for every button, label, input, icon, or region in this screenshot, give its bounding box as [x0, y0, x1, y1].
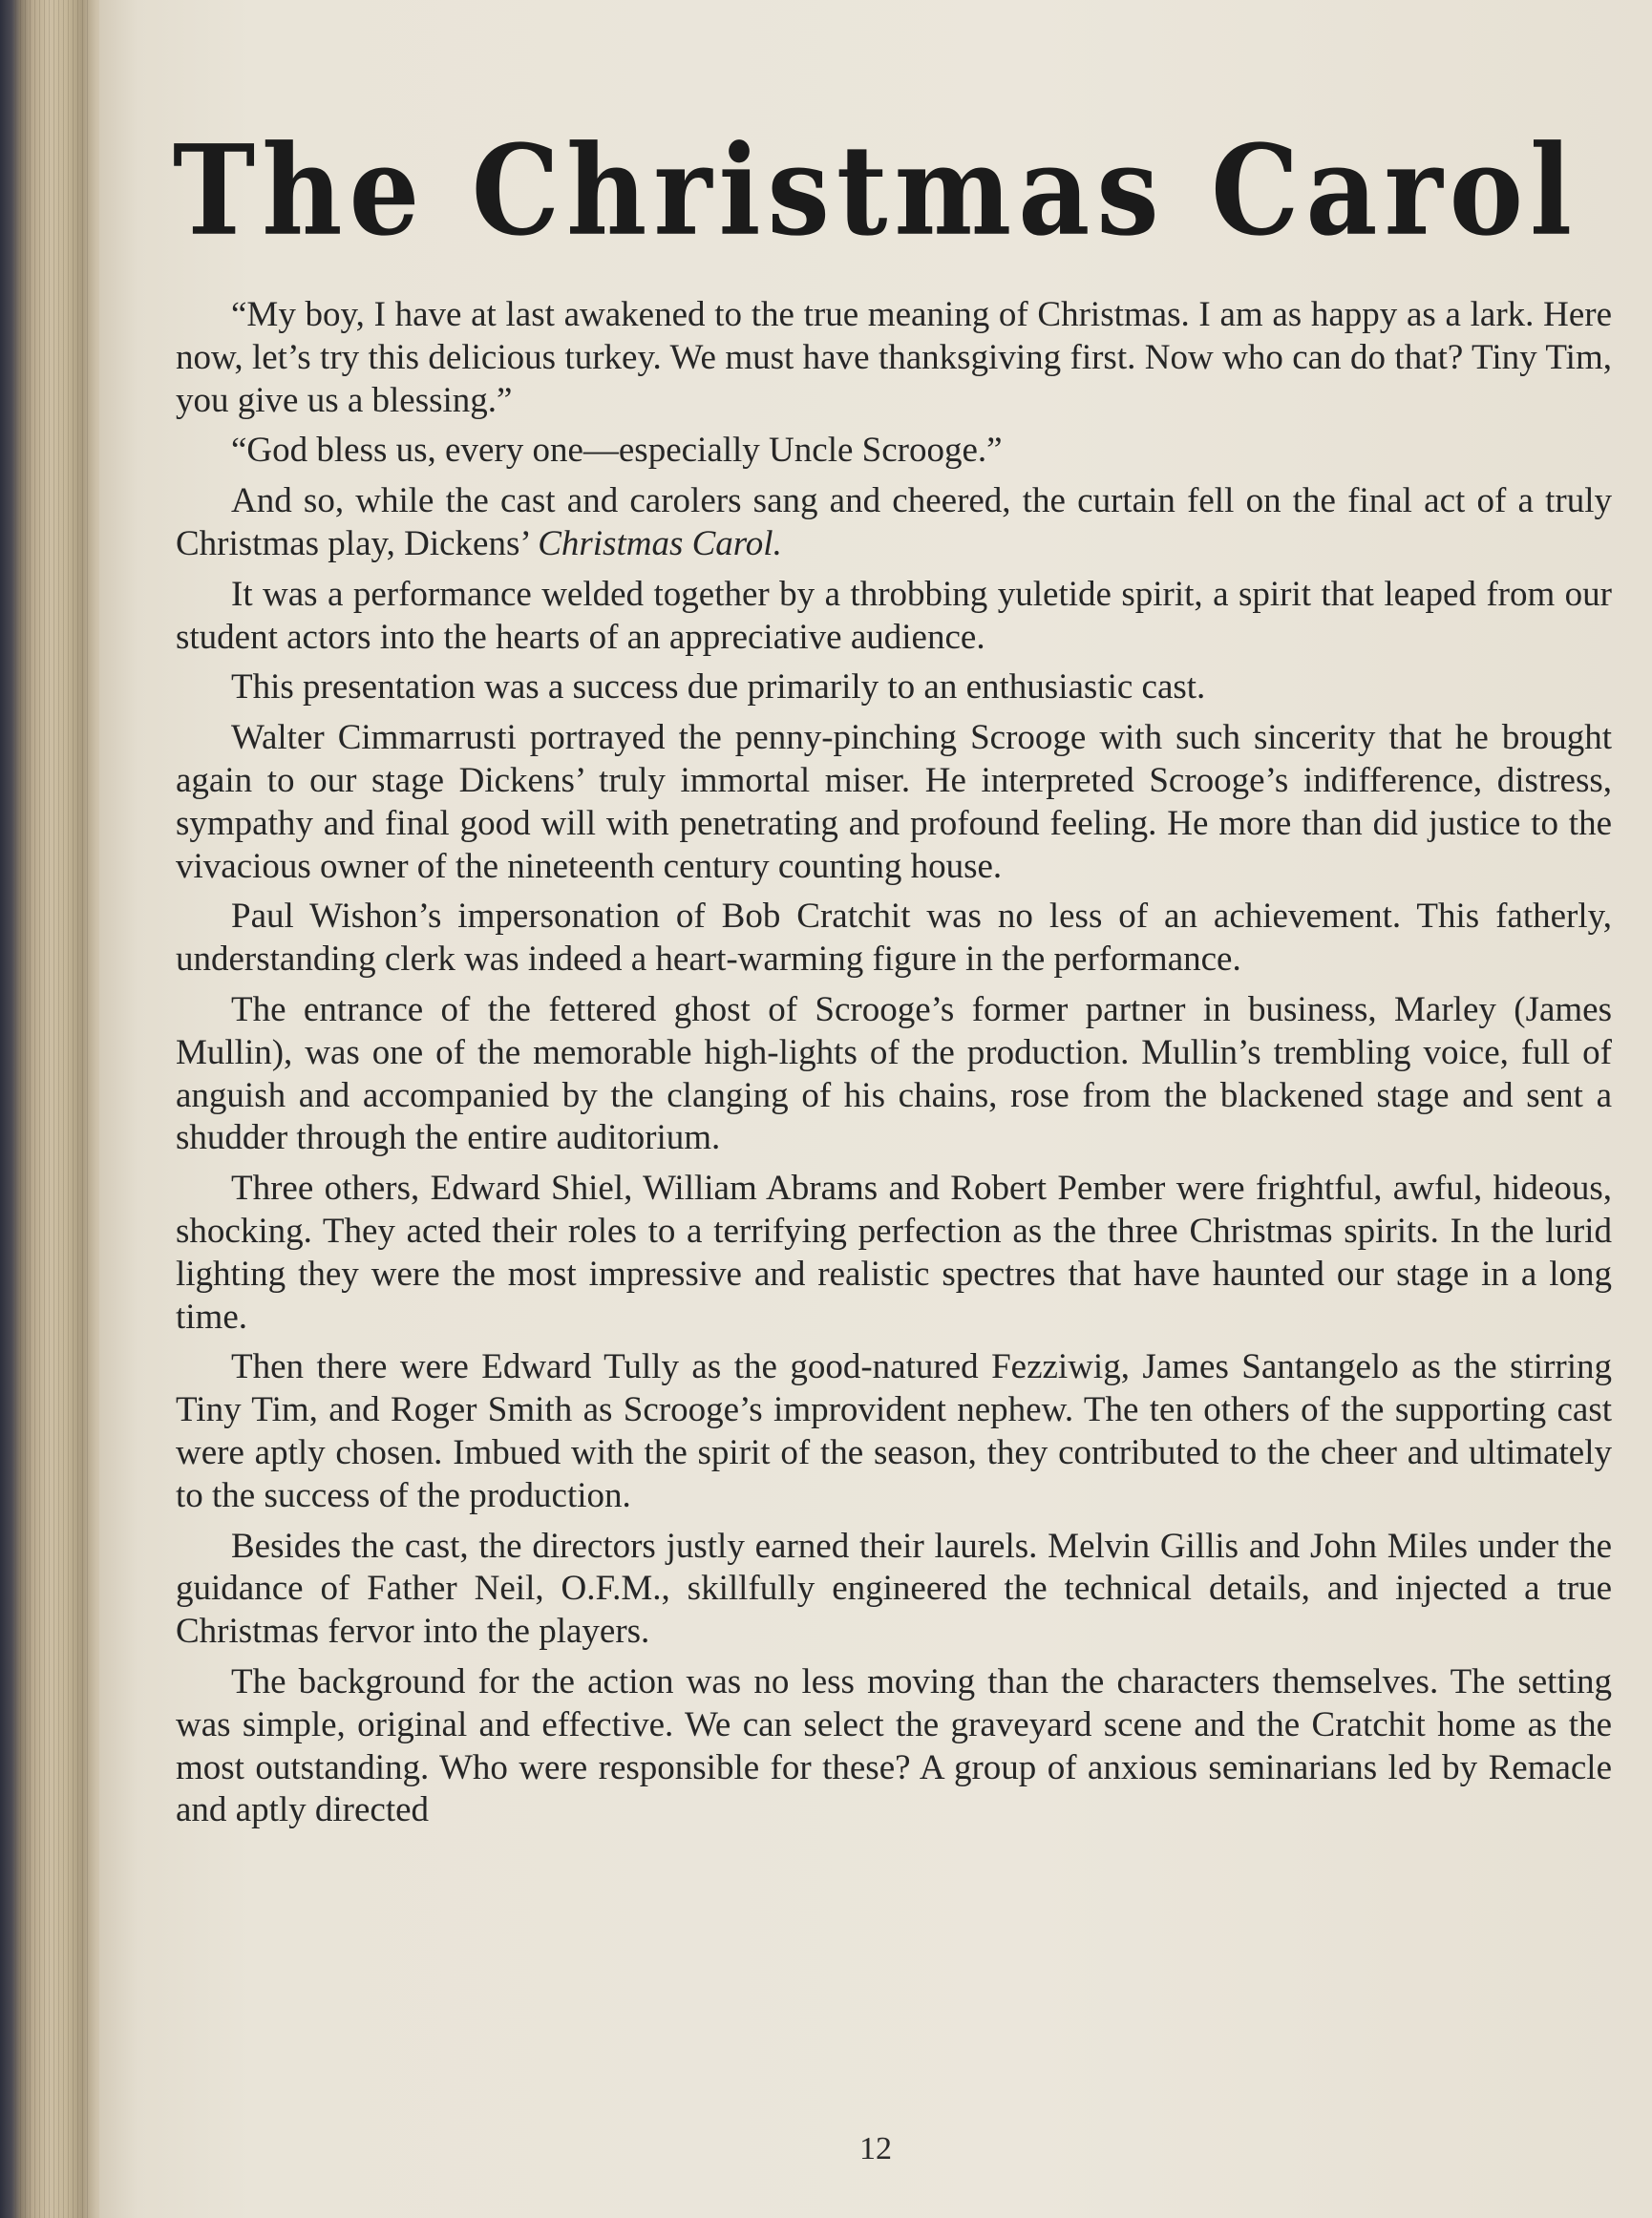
- paragraph-text: And so, while the cast and carolers sang and cheered, the curtain fell on the final act of a truly Christmas play, Dickens’: [176, 481, 1612, 563]
- play-title: Christmas Carol.: [538, 523, 782, 563]
- paragraph: This presentation was a success due primarily to an enthusiastic cast.: [231, 667, 1206, 708]
- page-edges: [15, 0, 92, 2218]
- article-body: [176, 294, 1612, 1840]
- paragraph: “God bless us, every one—especially Uncle Scrooge.”: [231, 431, 1003, 471]
- paragraph: [176, 480, 1612, 566]
- paragraph: Then there were Edward Tully as the good-natured Fezziwig, James Santangelo as the stirring Tiny Tim, and Roger Smith as Scrooge’s improvident nephew. The ten others of the supporting cast were aptly chosen. Imbued with the spirit of the season, they contributed to the cheer and ultimately to the success of the production.: [176, 1347, 1612, 1515]
- paragraph: Three others, Edward Shiel, William Abrams and Robert Pember were frightful, awful, hideous, shocking. They acted their roles to a terrifying perfection as the three Christmas spirits. In the lurid lighting they were the most impressive and realistic spectres that have haunted our stage in a long time.: [176, 1169, 1612, 1337]
- paragraph: The entrance of the fettered ghost of Scrooge’s former partner in business, Marley (James Mullin), was one of the memorable high-lights of the production. Mullin’s trembling voice, full of anguish and accompanied by the clanging of his chains, rose from the blackened stage and sent a shudder through the entire auditorium.: [176, 989, 1612, 1158]
- paragraph: Walter Cimmarrusti portrayed the penny-pinching Scrooge with such sincerity that he brought again to our stage Dickens’ truly immortal miser. He interpreted Scrooge’s indifference, distress, sympathy and final good will with penetrating and profound feeling. He more than did justice to the vivacious owner of the nineteenth century counting house.: [176, 718, 1612, 886]
- paragraph: The background for the action was no less moving than the characters themselves. The setting was simple, original and effective. We can select the graveyard scene and the Cratchit home as the most outstanding. Who were responsible for these? A group of anxious seminarians led by Remacle and aptly directed: [176, 1661, 1612, 1830]
- page-number: 12: [859, 2131, 892, 2166]
- page: [99, 0, 1652, 2218]
- article-title: The Christmas Carol: [172, 117, 1579, 264]
- paragraph: Besides the cast, the directors justly earned their laurels. Melvin Gillis and John Miles under the guidance of Father Neil, O.F.M., skillfully engineered the technical details, and injected a true Christmas fervor into the players.: [176, 1526, 1612, 1652]
- paragraph: “My boy, I have at last awakened to the true meaning of Christmas. I am as happy as a lark. Here now, let’s try this delicious turkey. We must have thanksgiving first. Now who can do that? Tiny Tim, you give us a blessing.”: [176, 295, 1612, 420]
- paragraph: It was a performance welded together by a throbbing yuletide spirit, a spirit that leaped from our student actors into the hearts of an appreciative audience.: [176, 574, 1612, 657]
- paragraph: Paul Wishon’s impersonation of Bob Cratchit was no less of an achievement. This fatherly, understanding clerk was indeed a heart-warming figure in the performance.: [176, 897, 1612, 980]
